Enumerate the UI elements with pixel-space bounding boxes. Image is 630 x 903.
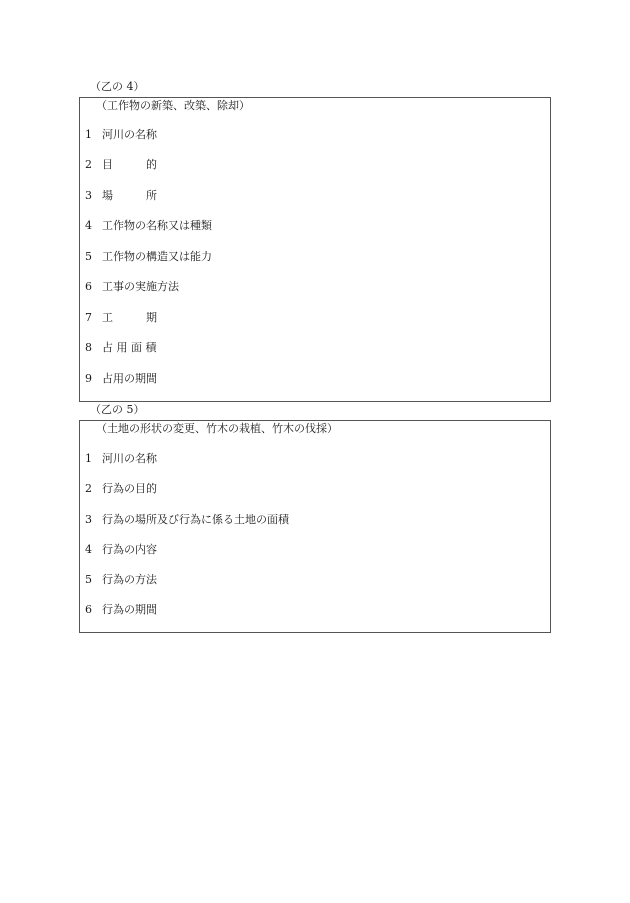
item-number: 1 [85, 452, 92, 465]
section4-item [85, 158, 157, 172]
item-text: 占 用 面 積 [102, 341, 157, 354]
section4-item [85, 280, 179, 294]
section4-item [85, 250, 212, 264]
item-number: 6 [85, 603, 92, 616]
item-text: 占用の期間 [102, 372, 157, 385]
item-number: 6 [85, 280, 92, 293]
section5-title: （土地の形状の変更、竹木の栽植、竹木の伐採） [96, 422, 338, 435]
section4-item [85, 341, 157, 355]
section5-item [85, 603, 157, 617]
section5-item [85, 452, 157, 466]
section4-item [85, 189, 157, 203]
item-text: 工 期 [102, 311, 157, 324]
item-number: 5 [85, 573, 92, 586]
item-text: 行為の場所及び行為に係る土地の面積 [102, 513, 289, 526]
item-number: 2 [85, 482, 92, 495]
item-number: 2 [85, 158, 92, 171]
item-text: 行為の内容 [102, 543, 157, 556]
item-number: 7 [85, 311, 92, 324]
section4-box [79, 97, 551, 402]
item-number: 9 [85, 372, 92, 385]
section4-label: （乙の 4） [90, 80, 145, 93]
section5-label: （乙の 5） [90, 403, 145, 416]
item-text: 行為の方法 [102, 573, 157, 586]
item-number: 4 [85, 543, 92, 556]
section5-item [85, 573, 157, 587]
item-text: 河川の名称 [102, 128, 157, 141]
item-text: 工作物の構造又は能力 [102, 250, 212, 263]
section5-box [79, 420, 551, 633]
item-number: 3 [85, 513, 92, 526]
section4-item [85, 311, 157, 325]
item-text: 行為の目的 [102, 482, 157, 495]
item-text: 河川の名称 [102, 452, 157, 465]
item-number: 3 [85, 189, 92, 202]
section4-item [85, 128, 157, 142]
section4-title: （工作物の新築、改築、除却） [96, 99, 250, 112]
item-text: 工事の実施方法 [102, 280, 179, 293]
item-text: 場 所 [102, 189, 157, 202]
section5-item [85, 482, 157, 496]
section5-item [85, 513, 289, 527]
item-text: 行為の期間 [102, 603, 157, 616]
section5-item [85, 543, 157, 557]
item-number: 5 [85, 250, 92, 263]
section4-item [85, 372, 157, 386]
item-text: 工作物の名称又は種類 [102, 219, 212, 232]
section4-item [85, 219, 212, 233]
item-number: 1 [85, 128, 92, 141]
item-text: 目 的 [102, 158, 157, 171]
item-number: 8 [85, 341, 92, 354]
item-number: 4 [85, 219, 92, 232]
